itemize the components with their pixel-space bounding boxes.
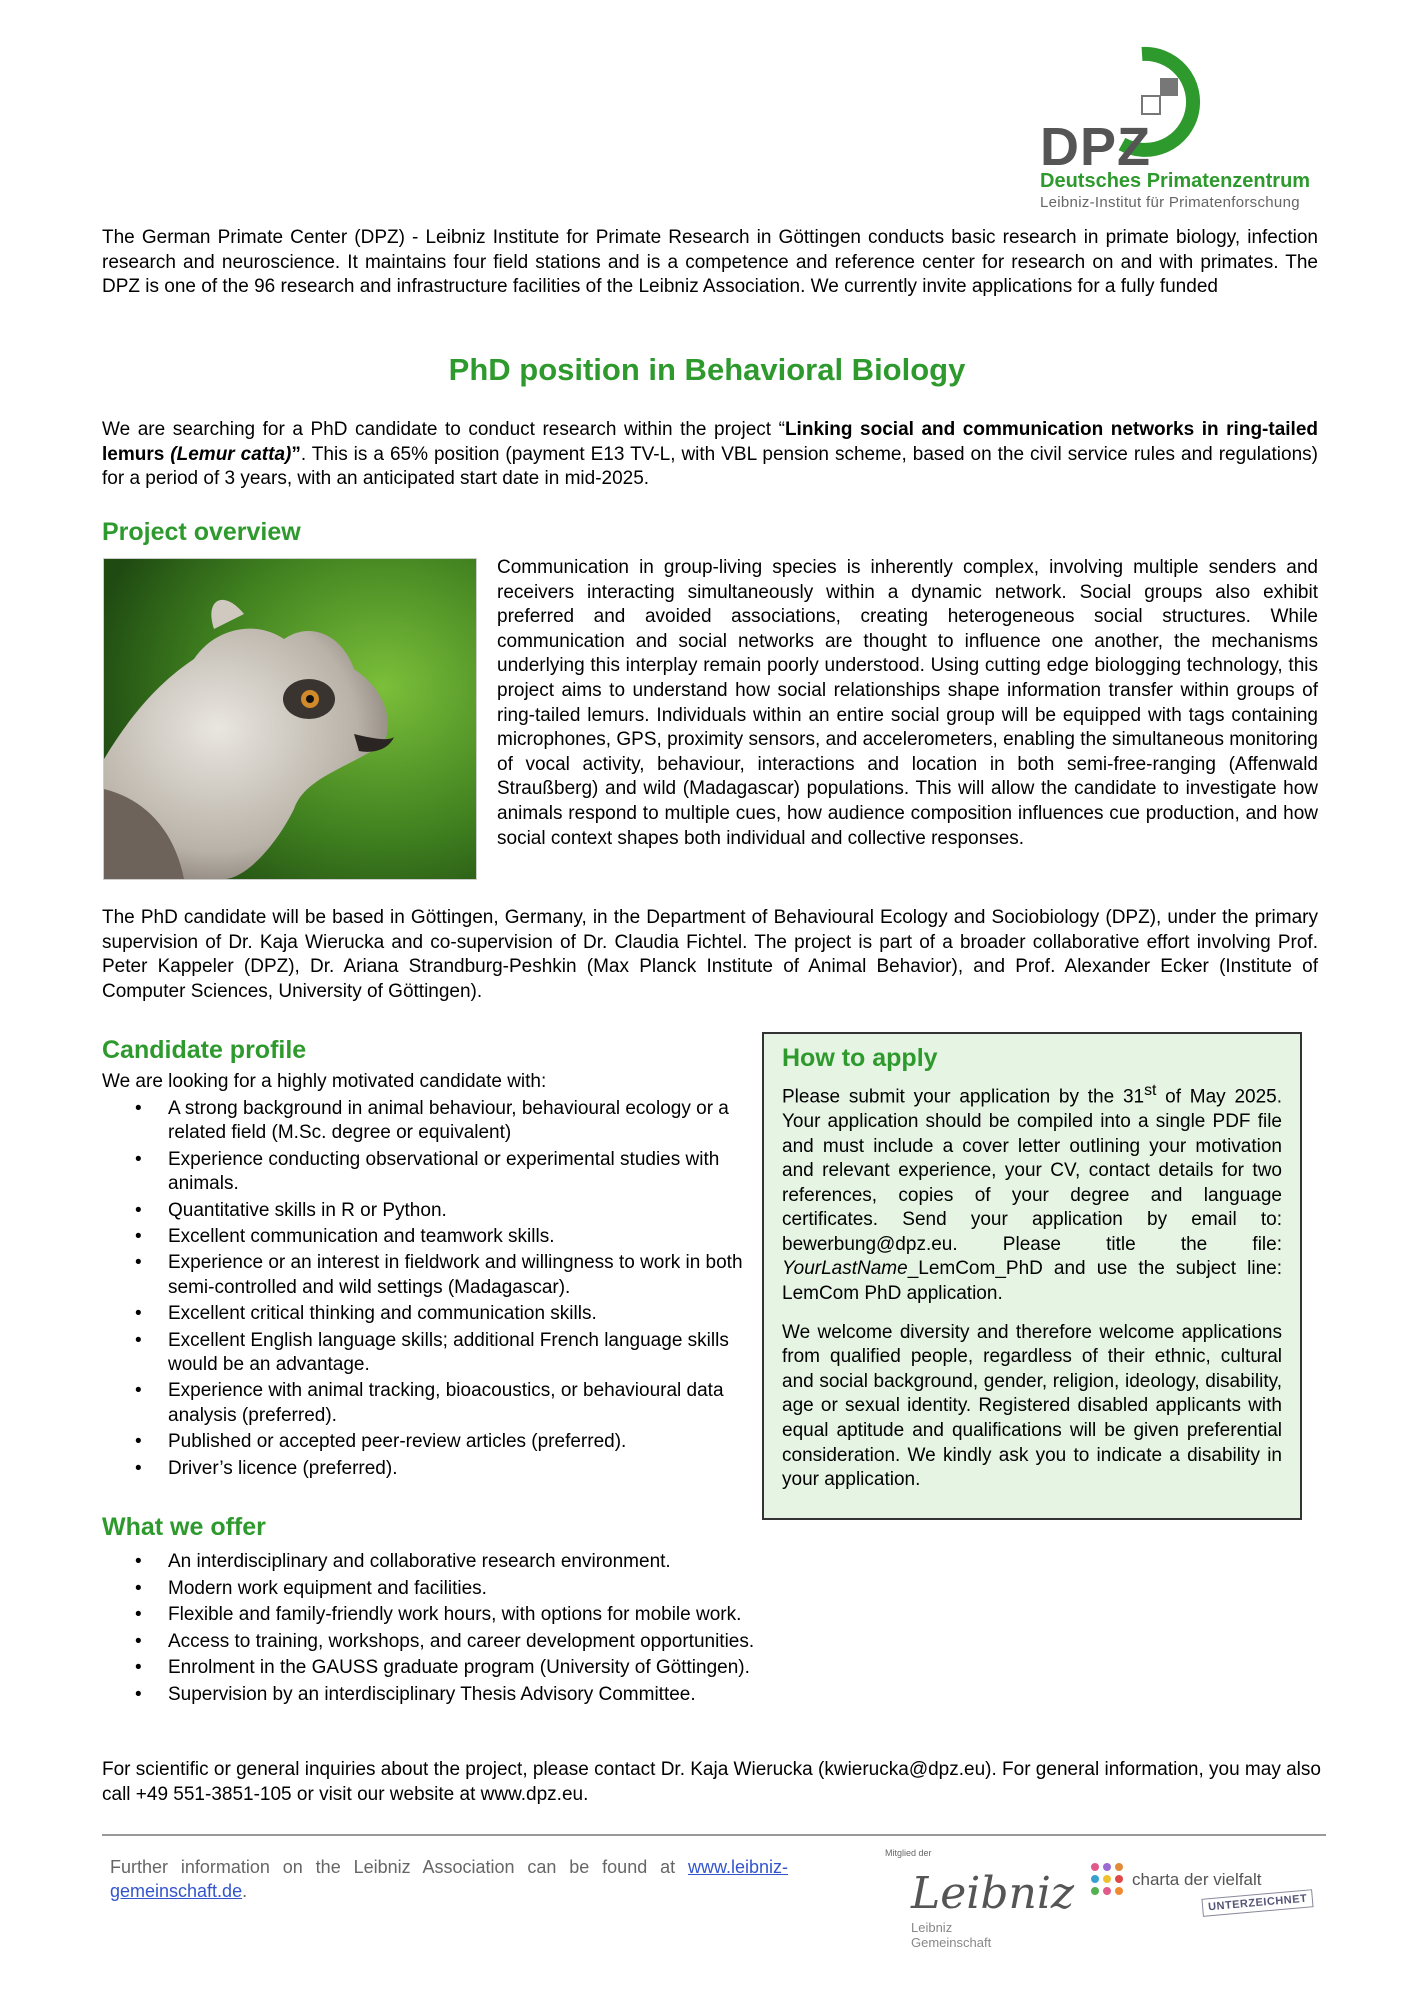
intro-paragraph: The German Primate Center (DPZ) - Leibniz Institute for Primate Research in Göttingen conducts basic research in primate biology, infection research and neuroscience. It maintains four field stations and is a competence and reference center for research on and with primates. The DPZ is one of the 96 research and infrastructure facilities of the Leibniz Association. We currently invite applications for a fully funded — [102, 227, 1318, 298]
overview-heading: Project overview — [102, 518, 301, 546]
offer-item: • An interdisciplinary and collaborative research environment. — [130, 1550, 1130, 1575]
leibniz-subtitle: Leibniz Gemeinschaft — [911, 1920, 992, 1950]
charta-badge: UNTERZEICHNET — [1201, 1889, 1314, 1917]
offer-item: • Flexible and family-friendly work hours, with options for mobile work. — [130, 1603, 1130, 1628]
footer-lead: Further information on the Leibniz Association can be found at — [110, 1857, 688, 1877]
lemur-photo — [103, 558, 477, 880]
footer-period: . — [242, 1881, 248, 1901]
footer-text — [110, 1855, 788, 1903]
logo-abbr: DPZ — [1040, 117, 1151, 177]
profile-item: • A strong background in animal behaviour, behavioural ecology or a related field (M.Sc. degree or equivalent) — [130, 1097, 750, 1146]
profile-item: • Excellent critical thinking and communication skills. — [130, 1302, 750, 1326]
apply-text-c: _LemCom_PhD and use the subject line: LemCom PhD application. — [782, 1258, 1282, 1305]
leibniz-link[interactable]: www.leibniz-gemeinschaft.de — [110, 1857, 788, 1901]
based-paragraph: The PhD candidate will be based in Göttingen, Germany, in the Department of Behavioural Ecology and Sociobiology (DPZ), under the primary supervision of Dr. Kaja Wierucka and co-supervision of Dr. Claudia Fichtel. The project is part of a broader collaborative effort involving Prof. Peter Kappeler (DPZ), Dr. Ariana Strandburg-Peshkin (Max Planck Institute of Animal Behavior), and Prof. Alexander Ecker (Institute of Computer Sciences, University of Göttingen). — [102, 907, 1318, 1002]
project-title: Linking social and communication networks in ring-tailed lemurs — [102, 419, 1318, 465]
diversity-paragraph: We welcome diversity and therefore welcome applications from qualified people, regardless of their ethnic, cultural and social background, gender, religion, ideology, disability, age or sexual identity. Registered disabled applicants with equal aptitude and qualifications will be given preferential consideration. We kindly ask you to indicate a disability in your application. — [782, 1321, 1282, 1491]
profile-item: • Experience or an interest in fieldwork and willingness to work in both semi-controlled and wild settings (Madagascar). — [130, 1251, 750, 1300]
searching-paragraph — [102, 418, 1318, 492]
offer-item: • Access to training, workshops, and career development opportunities. — [130, 1630, 1130, 1655]
dpz-logo — [1022, 34, 1332, 214]
profile-item: • Excellent English language skills; additional French language skills would be an advantage. — [130, 1329, 750, 1378]
apply-filename-italic: YourLastName — [782, 1258, 908, 1280]
page-title: PhD position in Behavioral Biology — [448, 352, 966, 387]
searching-after: . This is a 65% position (payment E13 TV-L, with VBL pension scheme, based on the civil service rules and regulations) for a period of 3 years, with an anticipated start date in mid-2025. — [102, 443, 1318, 490]
offer-heading: What we offer — [102, 1513, 266, 1541]
offer-item: • Supervision by an interdisciplinary Thesis Advisory Committee. — [130, 1683, 1130, 1708]
logo-name: Deutsches Primatenzentrum — [1040, 170, 1311, 192]
charta-text: charta der vielfalt — [1132, 1870, 1262, 1889]
profile-list — [130, 1097, 750, 1483]
charta-dots-icon — [1090, 1862, 1126, 1898]
overview-text: Communication in group-living species is inherently complex, involving multiple senders and receivers interacting simultaneously within a dynamic network. Social groups also exhibit preferred and avoided associations, creating heterogeneous social structures. While communication and social networks are thought to influence one another, the mechanisms underlying this interplay remain poorly understood. Using cutting edge biologging technology, this project aims to understand how social relationships shape information transfer within groups of ring-tailed lemurs. Individuals within an entire social group will be equipped with tags containing microphones, GPS, proximity sensors, and accelerometers, enabling the simultaneous monitoring of vocal activity, behaviour, interactions and location in both semi-free-ranging (Affenwald Straußberg) and wild (Madagascar) populations. This will allow the candidate to investigate how animals respond to multiple cues, how audience composition influences cue production, and how social context shapes both individual and collective responses. — [497, 557, 1318, 849]
searching-before: We are searching for a PhD candidate to conduct research within the project “ — [102, 419, 785, 440]
apply-paragraph — [782, 1079, 1282, 1307]
profile-item: • Experience with animal tracking, bioacoustics, or behavioural data analysis (preferred). — [130, 1379, 750, 1428]
apply-text-a: Please submit your application by the 31 — [782, 1086, 1145, 1108]
profile-item: • Quantitative skills in R or Python. — [130, 1199, 750, 1223]
profile-item: • Driver’s licence (preferred). — [130, 1457, 750, 1481]
leibniz-member-label: Mitglied der — [885, 1848, 932, 1858]
logo-subtitle: Leibniz-Institut für Primatenforschung — [1040, 194, 1300, 211]
profile-item: • Published or accepted peer-review articles (preferred). — [130, 1430, 750, 1454]
offer-item: • Modern work equipment and facilities. — [130, 1577, 1130, 1602]
leibniz-logo — [885, 1848, 1075, 1958]
profile-heading: Candidate profile — [102, 1036, 307, 1064]
apply-heading: How to apply — [782, 1044, 938, 1072]
how-to-apply-box — [762, 1032, 1302, 1520]
offer-list — [130, 1550, 1130, 1710]
charta-der-vielfalt-logo — [1090, 1862, 1330, 1922]
profile-lead: We are looking for a highly motivated candidate with: — [102, 1071, 547, 1092]
apply-superscript: st — [1144, 1082, 1157, 1099]
offer-item: • Enrolment in the GAUSS graduate program (University of Göttingen). — [130, 1656, 1130, 1681]
project-close-quote: ” — [291, 443, 301, 465]
contact-paragraph: For scientific or general inquiries about the project, please contact Dr. Kaja Wierucka (kwierucka@dpz.eu). For general information, you may also call +49 551-3851-105 or visit our website at www.dpz.eu. — [102, 1759, 1321, 1805]
project-species: (Lemur catta) — [170, 443, 292, 465]
footer-divider — [102, 1834, 1326, 1836]
profile-item: • Experience conducting observational or experimental studies with animals. — [130, 1148, 750, 1197]
leibniz-signature: Leibniz — [911, 1868, 1075, 1919]
profile-item: • Excellent communication and teamwork skills. — [130, 1225, 750, 1249]
apply-text-b: of May 2025. Your application should be compiled into a single PDF file and must include a cover letter outlining your motivation and relevant experience, your CV, contact details for two references, copies of your degree and language certificates. Send your application by email to: bewerbung@dpz.eu. Please title the file: — [782, 1086, 1282, 1255]
